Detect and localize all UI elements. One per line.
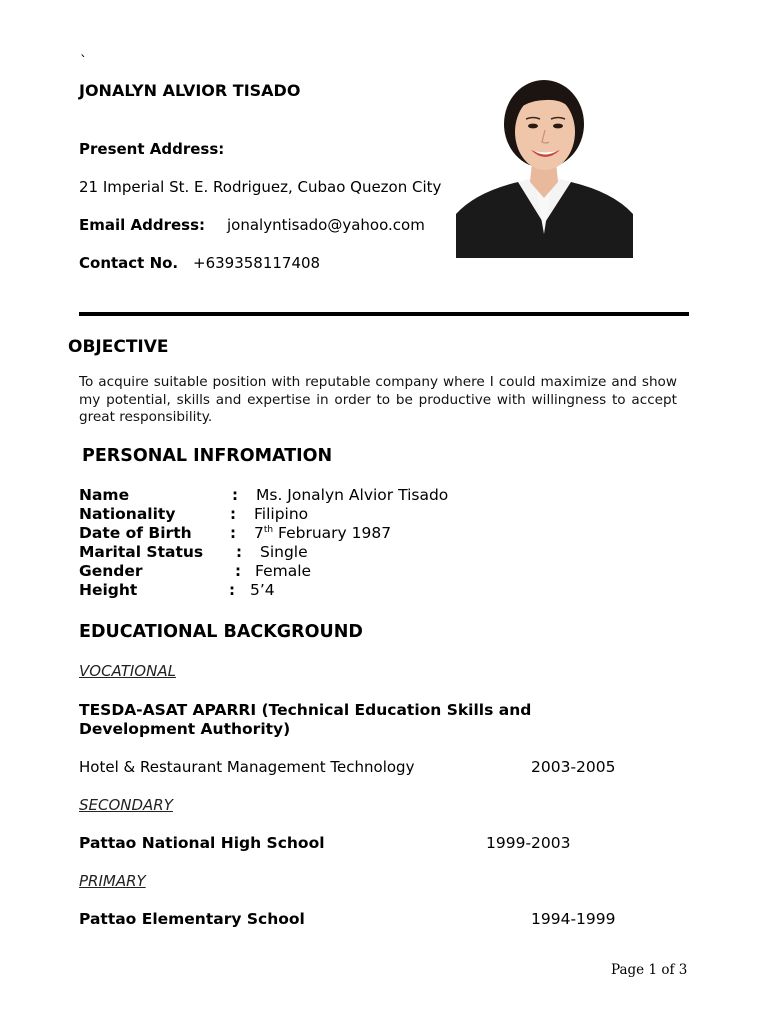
pi-gender-value: Female <box>255 562 312 580</box>
secondary-years: 1999-2003 <box>486 834 571 852</box>
education-heading: EDUCATIONAL BACKGROUND <box>79 622 363 642</box>
page-number: Page 1 of 3 <box>611 962 688 978</box>
primary-level: PRIMARY <box>79 872 146 890</box>
applicant-name: JONALYN ALVIOR TISADO <box>79 81 301 100</box>
pi-dob-ordinal: th <box>263 524 274 535</box>
pi-dob-day: 7 <box>254 524 264 542</box>
pi-dob-label: Date of Birth <box>79 524 192 542</box>
pi-nationality-value: Filipino <box>254 505 309 523</box>
vocational-course: Hotel & Restaurant Management Technology <box>79 758 415 776</box>
pi-nationality-label: Nationality <box>79 505 176 523</box>
email-value[interactable]: jonalyntisado@yahoo.com <box>227 216 425 234</box>
pi-colon: : <box>230 505 236 523</box>
vocational-school-line2: Development Authority) <box>79 720 291 738</box>
pi-colon: : <box>230 524 236 542</box>
pi-colon: : <box>232 486 238 504</box>
vocational-years: 2003-2005 <box>531 758 616 776</box>
pi-marital-label: Marital Status <box>79 543 204 561</box>
secondary-level: SECONDARY <box>79 796 173 814</box>
vocational-school-line1: TESDA-ASAT APARRI (Technical Education Skills and <box>79 701 532 719</box>
contact-label: Contact No. <box>79 254 179 272</box>
objective-heading: OBJECTIVE <box>68 337 169 357</box>
pi-dob-value <box>254 524 391 542</box>
primary-school: Pattao Elementary School <box>79 910 305 928</box>
pi-name-value: Ms. Jonalyn Alvior Tisado <box>256 486 449 504</box>
pi-name-label: Name <box>79 486 130 504</box>
pi-height-value: 5’4 <box>250 581 275 599</box>
pi-marital-value: Single <box>260 543 308 561</box>
pi-gender-label: Gender <box>79 562 143 580</box>
address-value: 21 Imperial St. E. Rodriguez, Cubao Quezon City <box>79 178 442 196</box>
objective-text: To acquire suitable position with reputable company where I could maximize and show my potential, skills and expertise in order to be productive with willingness to accept great responsibility. <box>79 374 677 425</box>
pi-colon: : <box>229 581 235 599</box>
pi-colon: : <box>235 562 241 580</box>
pi-colon: : <box>236 543 242 561</box>
stray-mark: ` <box>80 54 87 70</box>
vocational-level: VOCATIONAL <box>79 662 176 680</box>
address-label: Present Address: <box>79 140 225 158</box>
contact-value: +639358117408 <box>193 254 321 272</box>
personal-info-heading: PERSONAL INFROMATION <box>82 446 333 466</box>
header-divider <box>79 312 689 316</box>
pi-height-label: Height <box>79 581 138 599</box>
secondary-school: Pattao National High School <box>79 834 325 852</box>
primary-years: 1994-1999 <box>531 910 616 928</box>
email-label: Email Address: <box>79 216 206 234</box>
profile-photo <box>456 74 633 258</box>
pi-dob-month-year: February 1987 <box>278 524 392 542</box>
